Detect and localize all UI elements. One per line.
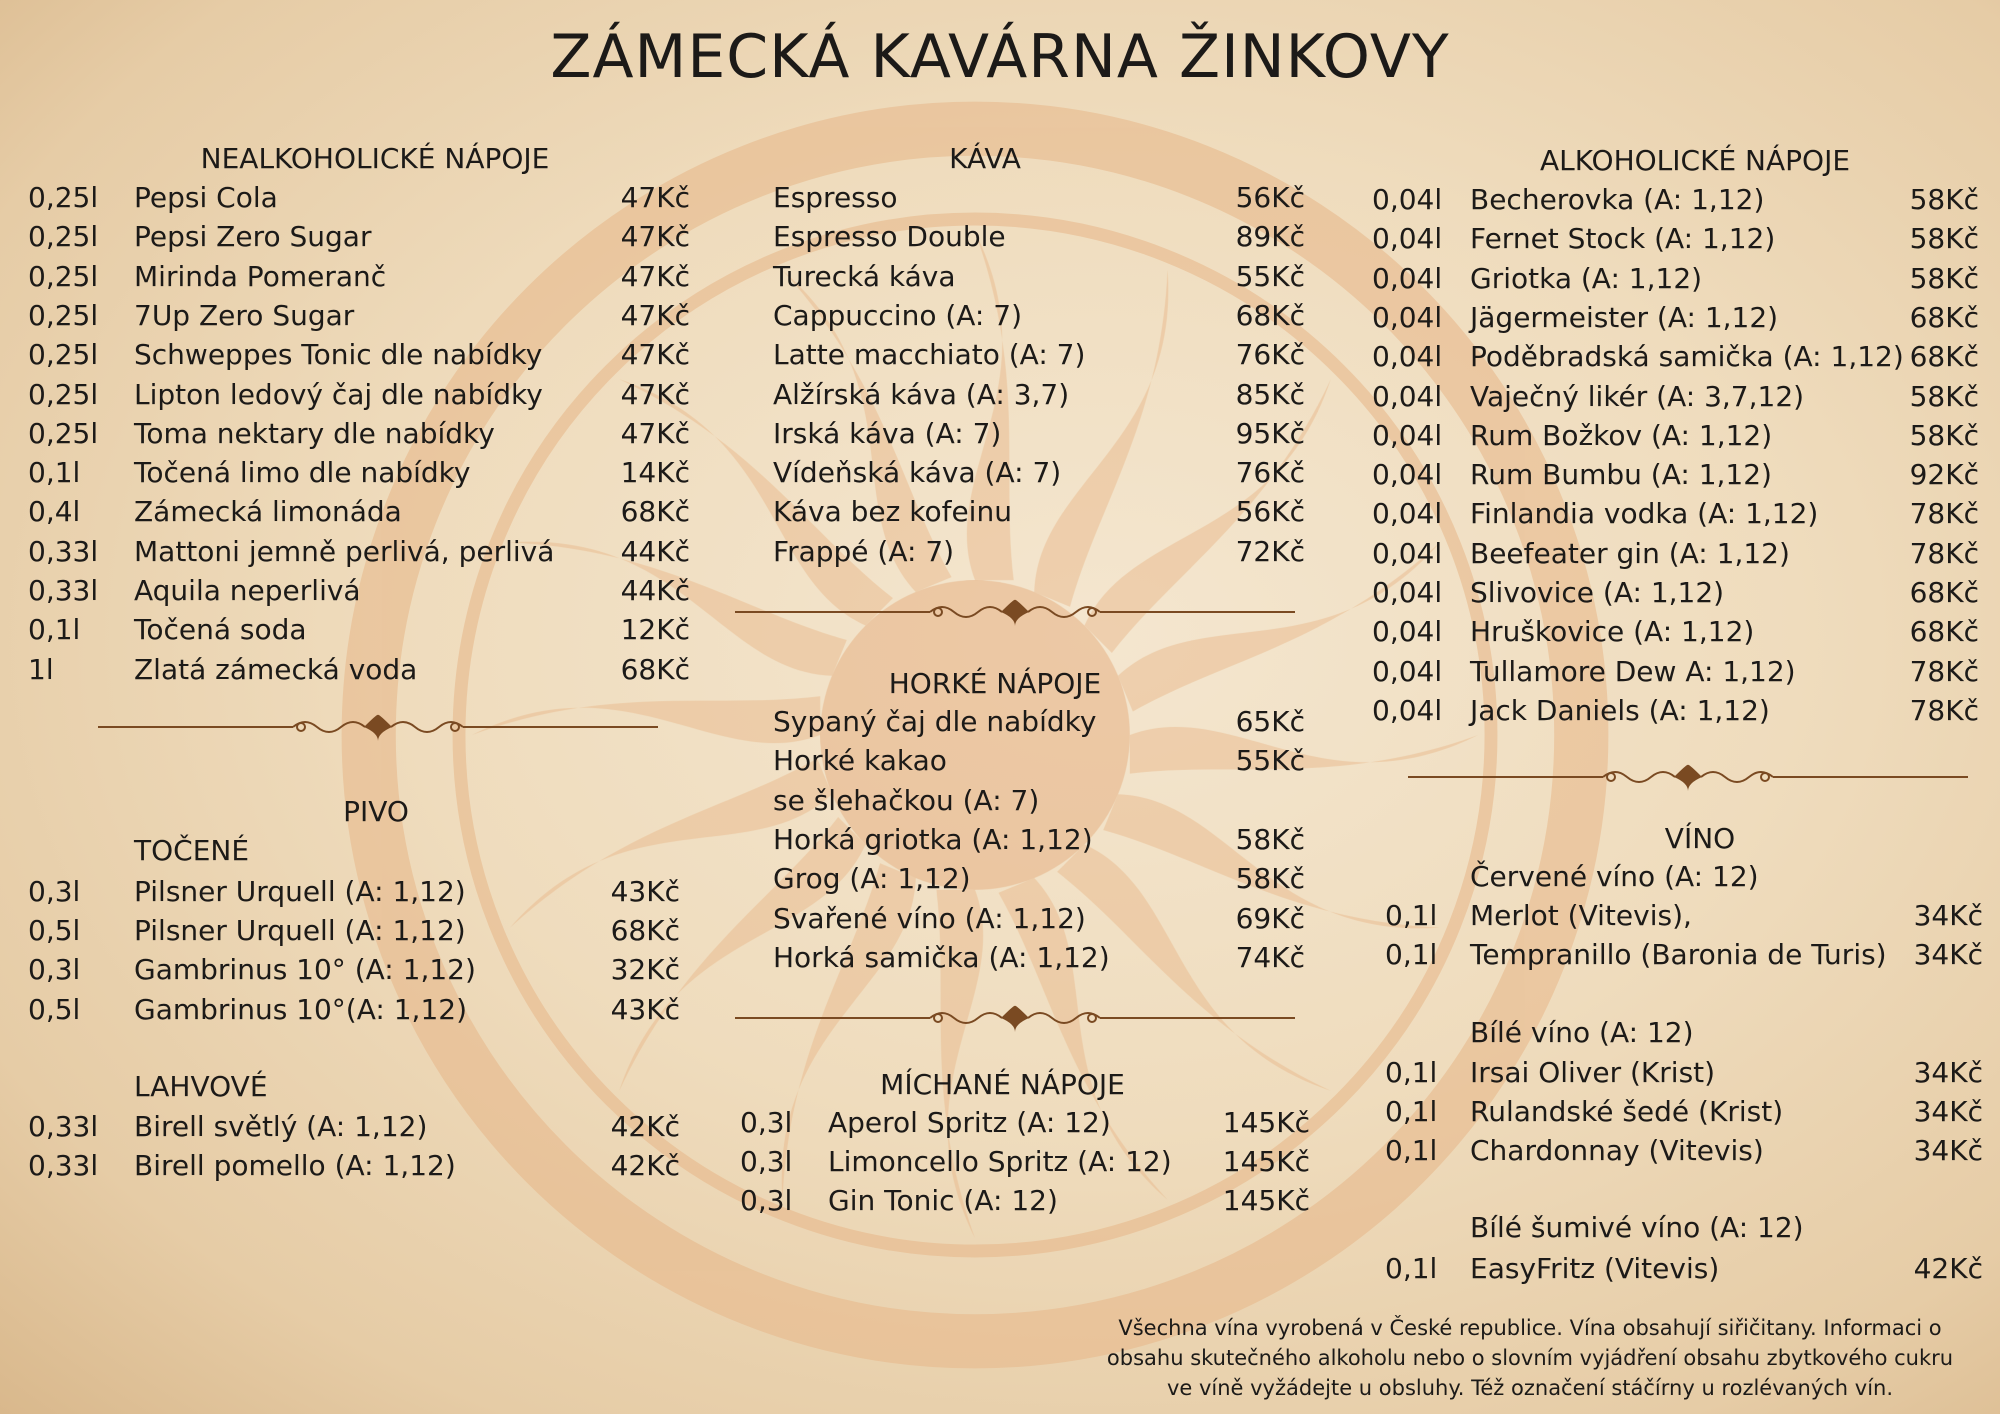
item-volume: 0,1l <box>1385 1095 1438 1129</box>
menu-item <box>28 258 690 296</box>
item-price: 68Kč <box>620 652 690 686</box>
item-price: 68Kč <box>1909 615 1979 649</box>
menu-item <box>773 533 1305 571</box>
item-price: 42Kč <box>1913 1252 1983 1285</box>
item-name: Aquila neperlivá <box>134 574 361 607</box>
item-volume: 0,04l <box>1372 458 1443 492</box>
item-price: 89Kč <box>1235 220 1305 254</box>
item-price: 85Kč <box>1235 377 1305 411</box>
item-name: Rum Božkov (A: 1,12) <box>1470 418 1773 452</box>
item-name: Limoncello Spritz (A: 12) <box>828 1145 1172 1179</box>
item-price: 44Kč <box>620 574 690 607</box>
menu-item <box>773 493 1305 531</box>
menu-item <box>28 297 690 335</box>
item-volume: 0,33l <box>28 534 99 568</box>
item-volume: 0,1l <box>1385 1252 1438 1285</box>
section-title-vino: VÍNO <box>1664 822 1736 855</box>
item-price: 92Kč <box>1909 458 1979 492</box>
menu-item <box>28 873 680 911</box>
item-price: 56Kč <box>1235 495 1305 529</box>
item-volume: 0,3l <box>28 953 81 987</box>
item-price: 68Kč <box>1235 298 1305 332</box>
item-volume: 0,25l <box>28 416 99 450</box>
item-name: Sypaný čaj dle nabídky <box>773 705 1097 738</box>
item-name: Rulandské šedé (Krist) <box>1470 1095 1784 1129</box>
item-name: se šlehačkou (A: 7) <box>773 783 1040 817</box>
item-price: 43Kč <box>610 992 680 1026</box>
item-price: 44Kč <box>620 534 690 568</box>
menu-item <box>773 415 1305 453</box>
menu-item <box>740 1182 1310 1220</box>
item-volume: 0,04l <box>1372 183 1443 216</box>
item-name: Beefeater gin (A: 1,12) <box>1470 536 1790 570</box>
item-volume: 0,04l <box>1372 497 1443 531</box>
menu-item <box>1385 1093 1983 1131</box>
menu-item <box>1372 181 1979 219</box>
item-price: 58Kč <box>1909 222 1979 256</box>
item-name: Poděbradská samička (A: 1,12) <box>1470 340 1904 374</box>
menu-item <box>28 912 680 950</box>
item-name: Espresso <box>773 181 898 214</box>
menu-item <box>740 1143 1310 1181</box>
menu-item <box>740 1104 1310 1142</box>
menu-item <box>28 651 690 689</box>
item-volume: 0,04l <box>1372 615 1443 649</box>
item-price: 42Kč <box>610 1149 680 1183</box>
item-name: Slivovice (A: 1,12) <box>1470 576 1725 609</box>
menu-item <box>773 454 1305 492</box>
section-title-kava: KÁVA <box>949 142 1021 175</box>
item-name: Frappé (A: 7) <box>773 534 955 568</box>
item-volume: 0,25l <box>28 181 99 214</box>
item-price: 58Kč <box>1909 261 1979 295</box>
item-volume: 0,04l <box>1372 536 1443 570</box>
item-price: 47Kč <box>620 181 690 214</box>
item-price: 34Kč <box>1913 899 1983 932</box>
item-name: Espresso Double <box>773 220 1006 254</box>
item-name: 7Up Zero Sugar <box>134 298 355 332</box>
section-title-nealko: NEALKOHOLICKÉ NÁPOJE <box>200 142 550 175</box>
item-price: 34Kč <box>1913 1134 1983 1168</box>
menu-item <box>1372 220 1979 258</box>
item-volume: 0,25l <box>28 338 99 372</box>
item-name: Cappuccino (A: 7) <box>773 298 1023 332</box>
item-price: 42Kč <box>610 1110 680 1143</box>
footnote-line: obsahu skutečného alkoholu nebo o slovním vyjádření obsahu zbytkového cukru <box>1106 1346 1954 1370</box>
item-volume: 0,4l <box>28 495 81 529</box>
item-price: 58Kč <box>1909 183 1979 216</box>
menu-item <box>28 991 680 1029</box>
menu-item <box>773 821 1305 859</box>
menu-item <box>28 179 690 217</box>
item-price: 76Kč <box>1235 456 1305 490</box>
item-volume: 0,04l <box>1372 261 1443 295</box>
item-name: Zlatá zámecká voda <box>134 652 418 686</box>
menu-item <box>1372 417 1979 455</box>
wine-footnote <box>1080 1313 1980 1403</box>
item-name: Jägermeister (A: 1,12) <box>1470 300 1779 334</box>
item-price: 68Kč <box>1909 576 1979 609</box>
item-volume: 0,33l <box>28 574 99 607</box>
menu-item <box>28 533 690 571</box>
item-price: 78Kč <box>1909 654 1979 688</box>
item-price: 34Kč <box>1913 1056 1983 1089</box>
item-volume: 0,3l <box>740 1145 793 1179</box>
item-name: Gin Tonic (A: 12) <box>828 1184 1058 1218</box>
menu-item <box>1372 378 1979 416</box>
menu-item <box>1372 574 1979 612</box>
subtitle-tocene: TOČENÉ <box>134 834 250 867</box>
item-name: Becherovka (A: 1,12) <box>1470 183 1765 216</box>
item-volume: 0,1l <box>28 613 81 647</box>
item-volume: 0,3l <box>740 1106 793 1139</box>
menu-item <box>1372 260 1979 298</box>
menu-item <box>28 415 690 453</box>
item-name: Alžírská káva (A: 3,7) <box>773 377 1070 411</box>
item-name: Káva bez kofeinu <box>773 495 1012 529</box>
menu-item <box>773 376 1305 414</box>
menu-item <box>1372 338 1979 376</box>
item-price: 47Kč <box>620 338 690 372</box>
item-price: 68Kč <box>1909 340 1979 374</box>
subtitle-cervene: Červené víno (A: 12) <box>1470 860 1759 893</box>
menu-item <box>1372 653 1979 691</box>
ornament-divider <box>98 712 658 742</box>
item-volume: 0,25l <box>28 220 99 254</box>
item-price: 68Kč <box>620 495 690 529</box>
item-name: Turecká káva <box>773 259 956 293</box>
item-name: Mirinda Pomeranč <box>134 259 387 293</box>
item-name: Irsai Oliver (Krist) <box>1470 1056 1716 1089</box>
item-name: Schweppes Tonic dle nabídky <box>134 338 543 372</box>
item-volume: 0,04l <box>1372 222 1443 256</box>
section-title-michane: MÍCHANÉ NÁPOJE <box>880 1068 1125 1101</box>
item-volume: 0,1l <box>28 456 81 490</box>
item-volume: 0,04l <box>1372 340 1443 374</box>
section-title-alko: ALKOHOLICKÉ NÁPOJE <box>1539 144 1851 177</box>
menu-item <box>773 218 1305 256</box>
menu-item <box>1385 936 1983 974</box>
item-volume: 0,1l <box>1385 899 1438 932</box>
item-name: Gambrinus 10° (A: 1,12) <box>134 953 476 987</box>
menu-item <box>1385 1054 1983 1092</box>
item-name: Aperol Spritz (A: 12) <box>828 1106 1111 1139</box>
item-volume: 0,04l <box>1372 418 1443 452</box>
item-volume: 0,3l <box>28 875 81 908</box>
item-price: 74Kč <box>1235 940 1305 974</box>
item-name: Pilsner Urquell (A: 1,12) <box>134 914 466 948</box>
menu-item <box>773 939 1305 977</box>
menu-item <box>28 951 680 989</box>
item-name: Toma nektary dle nabídky <box>134 416 495 450</box>
item-price: 32Kč <box>610 953 680 987</box>
item-volume: 0,33l <box>28 1149 99 1183</box>
item-name: Zámecká limonáda <box>134 495 402 529</box>
item-price: 145Kč <box>1222 1184 1310 1218</box>
item-price: 47Kč <box>620 377 690 411</box>
item-price: 58Kč <box>1235 822 1305 856</box>
menu-item <box>1385 1132 1983 1170</box>
item-name: EasyFritz (Vitevis) <box>1470 1252 1720 1285</box>
menu-title: ZÁMECKÁ KAVÁRNA ŽINKOVY <box>550 22 1450 92</box>
item-price: 58Kč <box>1235 862 1305 896</box>
item-volume: 0,25l <box>28 259 99 293</box>
menu-item <box>1372 535 1979 573</box>
subtitle-lahvove: LAHVOVÉ <box>134 1070 268 1103</box>
item-volume: 0,1l <box>1385 1134 1438 1168</box>
item-price: 12Kč <box>620 613 690 647</box>
menu-item <box>1385 1250 1983 1288</box>
item-volume: 0,1l <box>1385 1056 1438 1089</box>
item-price: 76Kč <box>1235 338 1305 372</box>
item-price: 55Kč <box>1235 744 1305 778</box>
item-name: Birell pomello (A: 1,12) <box>134 1149 456 1183</box>
item-name: Horká griotka (A: 1,12) <box>773 822 1093 856</box>
item-volume: 1l <box>28 652 54 686</box>
menu-item <box>28 336 690 374</box>
item-volume: 0,25l <box>28 377 99 411</box>
item-name: Pepsi Cola <box>134 181 278 214</box>
menu-item <box>1372 456 1979 494</box>
item-name: Svařené víno (A: 1,12) <box>773 901 1086 935</box>
menu-item <box>773 860 1305 898</box>
menu-item <box>773 703 1305 741</box>
item-name: Tullamore Dew A: 1,12) <box>1470 654 1796 688</box>
item-volume: 0,3l <box>740 1184 793 1218</box>
item-price: 78Kč <box>1909 497 1979 531</box>
menu-item <box>1385 897 1983 935</box>
item-name: Merlot (Vitevis), <box>1470 899 1692 932</box>
menu-item <box>1372 692 1979 730</box>
menu-item <box>28 1147 680 1185</box>
item-price: 145Kč <box>1222 1145 1310 1179</box>
section-title-pivo: PIVO <box>343 795 409 828</box>
item-price: 47Kč <box>620 298 690 332</box>
item-name: Fernet Stock (A: 1,12) <box>1470 222 1776 256</box>
menu-item <box>773 336 1305 374</box>
menu-item <box>773 179 1305 217</box>
menu-item <box>28 572 690 610</box>
menu-item <box>28 218 690 256</box>
item-name: Rum Bumbu (A: 1,12) <box>1470 458 1772 492</box>
item-price: 58Kč <box>1909 418 1979 452</box>
section-title-horke: HORKÉ NÁPOJE <box>888 667 1102 700</box>
item-volume: 0,04l <box>1372 379 1443 413</box>
item-price: 65Kč <box>1235 705 1305 738</box>
item-name: Vaječný likér (A: 3,7,12) <box>1470 379 1805 413</box>
item-price: 68Kč <box>1909 300 1979 334</box>
item-name: Pepsi Zero Sugar <box>134 220 372 254</box>
item-price: 34Kč <box>1913 938 1983 972</box>
menu-item <box>773 297 1305 335</box>
item-name: Lipton ledový čaj dle nabídky <box>134 377 543 411</box>
footnote-line: Všechna vína vyrobená v České republice. Vína obsahují siřičitany. Informaci o <box>1118 1316 1942 1340</box>
item-price: 95Kč <box>1235 416 1305 450</box>
item-price: 78Kč <box>1909 536 1979 570</box>
subtitle-sumive: Bílé šumivé víno (A: 12) <box>1470 1211 1804 1244</box>
menu-item <box>773 782 1305 820</box>
item-name: Jack Daniels (A: 1,12) <box>1470 693 1770 727</box>
item-name: Finlandia vodka (A: 1,12) <box>1470 497 1819 531</box>
ornament-divider <box>1408 762 1968 792</box>
item-volume: 0,33l <box>28 1110 99 1143</box>
item-price: 43Kč <box>610 875 680 908</box>
item-volume: 0,04l <box>1372 300 1443 334</box>
menu-item <box>28 1108 680 1146</box>
menu-item <box>773 742 1305 780</box>
item-price: 68Kč <box>610 914 680 948</box>
item-price: 47Kč <box>620 259 690 293</box>
ornament-divider <box>735 597 1295 627</box>
item-volume: 0,04l <box>1372 576 1443 609</box>
menu-item <box>28 454 690 492</box>
item-name: Horké kakao <box>773 744 947 778</box>
subtitle-bile: Bílé víno (A: 12) <box>1470 1016 1694 1049</box>
item-name: Irská káva (A: 7) <box>773 416 1002 450</box>
item-volume: 0,5l <box>28 914 81 948</box>
footnote-line: ve víně vyžádejte u obsluhy. Též označení stáčírny u rozlévaných vín. <box>1166 1376 1894 1400</box>
menu-item <box>1372 495 1979 533</box>
menu-item <box>28 376 690 414</box>
item-volume: 0,5l <box>28 992 81 1026</box>
item-price: 55Kč <box>1235 259 1305 293</box>
item-name: Točená soda <box>134 613 307 647</box>
item-name: Grog (A: 1,12) <box>773 862 971 896</box>
menu-item <box>773 900 1305 938</box>
item-name: Mattoni jemně perlivá, perlivá <box>134 534 555 568</box>
menu-item <box>28 493 690 531</box>
item-price: 47Kč <box>620 220 690 254</box>
item-price: 145Kč <box>1222 1106 1310 1139</box>
ornament-divider <box>735 1003 1295 1033</box>
item-name: Horká samička (A: 1,12) <box>773 940 1110 974</box>
menu-item <box>773 258 1305 296</box>
item-price: 78Kč <box>1909 693 1979 727</box>
item-price: 69Kč <box>1235 901 1305 935</box>
item-volume: 0,04l <box>1372 654 1443 688</box>
item-volume: 0,25l <box>28 298 99 332</box>
item-name: Gambrinus 10°(A: 1,12) <box>134 992 467 1026</box>
menu-item <box>1372 299 1979 337</box>
item-name: Vídeňská káva (A: 7) <box>773 456 1062 490</box>
item-price: 34Kč <box>1913 1095 1983 1129</box>
item-volume: 0,04l <box>1372 693 1443 727</box>
item-volume: 0,1l <box>1385 938 1438 972</box>
item-price: 56Kč <box>1235 181 1305 214</box>
item-name: Griotka (A: 1,12) <box>1470 261 1703 295</box>
item-name: Birell světlý (A: 1,12) <box>134 1110 428 1143</box>
item-price: 14Kč <box>620 456 690 490</box>
item-name: Hruškovice (A: 1,12) <box>1470 615 1755 649</box>
menu-item <box>1372 613 1979 651</box>
item-price: 47Kč <box>620 416 690 450</box>
item-name: Latte macchiato (A: 7) <box>773 338 1086 372</box>
item-price: 72Kč <box>1235 534 1305 568</box>
item-name: Tempranillo (Baronia de Turis) <box>1470 938 1887 972</box>
item-price: 58Kč <box>1909 379 1979 413</box>
item-name: Chardonnay (Vitevis) <box>1470 1134 1764 1168</box>
menu-item <box>28 611 690 649</box>
item-name: Pilsner Urquell (A: 1,12) <box>134 875 466 908</box>
item-name: Točená limo dle nabídky <box>134 456 471 490</box>
